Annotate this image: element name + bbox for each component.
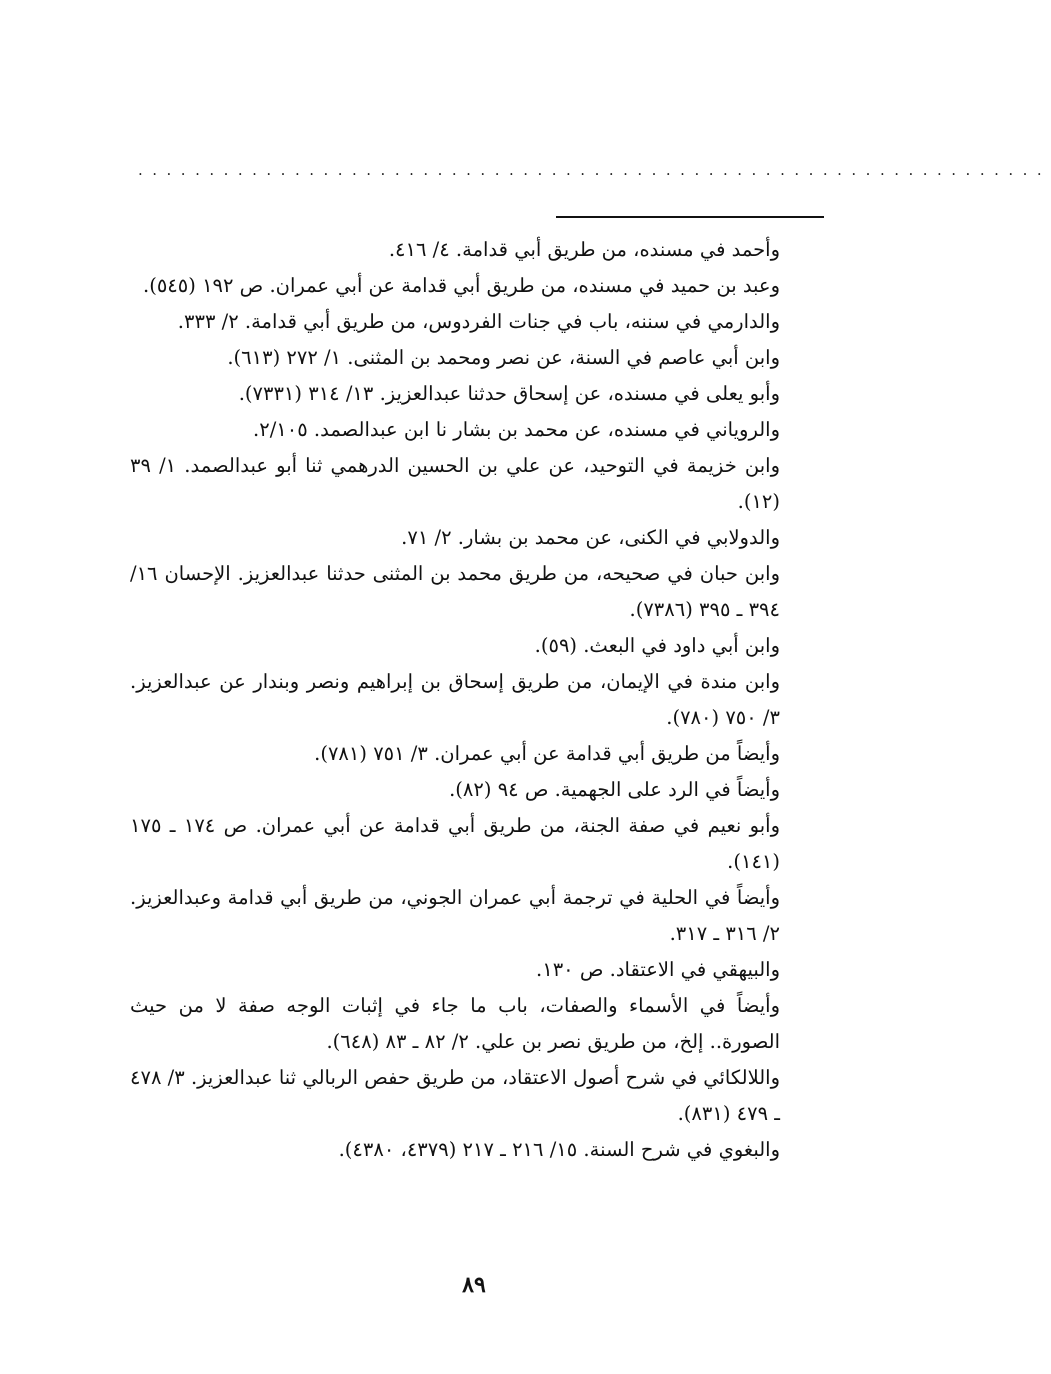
footnotes (130, 232, 780, 1168)
footnote-darimi: والدارمي في سننه، باب في جنات الفردوس، من طريق أبي قدامة. ٢/ ٣٣٣. (177, 310, 780, 333)
footnote-bayhaqi: والبيهقي في الاعتقاد. ص ١٣٠. (536, 958, 780, 981)
footnote-ibn-manda: وابن مندة في الإيمان، من طريق إسحاق بن إبراهيم ونصر وبندار عن عبدالعزيز. ٣/ ٧٥٠ (٧٨٠). (130, 670, 780, 729)
footnote-ibn-hibban: وابن حبان في صحيحه، من طريق محمد بن المثنى حدثنا عبدالعزيز. الإحسان ١٦/ ٣٩٤ ـ ٣٩٥ (٧٣٨٦). (130, 562, 780, 621)
footnote-ibn-abi-asim: وابن أبي عاصم في السنة، عن نصر ومحمد بن المثنى. ١/ ٢٧٢ (٦١٣). (227, 346, 780, 369)
dotted-separator: ................................................................ (138, 161, 1051, 179)
footnote-ibn-manda-2: وأيضاً من طريق أبي قدامة عن أبي عمران. ٣/ ٧٥١ (٧٨١). (314, 742, 780, 765)
footnote-ibn-abi-dawud: وابن أبي داود في البعث. (٥٩). (534, 634, 780, 657)
footnote-ibn-manda-jahmiyya: وأيضاً في الرد على الجهمية. ص ٩٤ (٨٢). (449, 778, 780, 801)
footnote-abu-yala: وأبو يعلى في مسنده، عن إسحاق حدثنا عبدالعزيز. ١٣/ ٣١٤ (٧٣٣١). (238, 382, 780, 405)
footnote-ruyani: والروياني في مسنده، عن محمد بن بشار نا ابن عبدالصمد. ٢/١٠٥. (253, 418, 780, 441)
footnote-ahmad: وأحمد في مسنده، من طريق أبي قدامة. ٤/ ٤١٦. (388, 238, 780, 261)
footnote-baghawi: والبغوي في شرح السنة. ١٥/ ٢١٦ ـ ٢١٧ (٤٣٧٩، ٤٣٨٠). (338, 1138, 780, 1161)
footnote-abd-bin-humaid: وعبد بن حميد في مسنده، من طريق أبي قدامة عن أبي عمران. ص ١٩٢ (٥٤٥). (143, 274, 780, 297)
footnote-lalakai: واللالكائي في شرح أصول الاعتقاد، من طريق حفص الربالي ثنا عبدالعزيز. ٣/ ٤٧٨ ـ ٤٧٩ (٨٣١). (130, 1066, 780, 1125)
page-number: ٨٩ (462, 1272, 486, 1298)
footnote-ibn-khuzaima: وابن خزيمة في التوحيد، عن علي بن الحسين الدرهمي ثنا أبو عبدالصمد. ١/ ٣٩ (١٢). (130, 454, 780, 513)
footnote-rule (556, 216, 824, 218)
footnote-dulabi: والدولابي في الكنى، عن محمد بن بشار. ٢/ ٧١. (401, 526, 780, 549)
footnote-abu-nuaym-hilya: وأيضاً في الحلية في ترجمة أبي عمران الجوني، من طريق أبي قدامة وعبدالعزيز. ٢/ ٣١٦ ـ ٣١٧. (130, 886, 780, 945)
footnote-bayhaqi-asma: وأيضاً في الأسماء والصفات، باب ما جاء في إثبات الوجه صفة لا من حيث الصورة.. إلخ، من طريق نصر بن علي. ٢/ ٨٢ ـ ٨٣ (٦٤٨). (130, 994, 780, 1053)
footnote-abu-nuaym: وأبو نعيم في صفة الجنة، من طريق أبي قدامة عن أبي عمران. ص ١٧٤ ـ ١٧٥ (١٤١). (130, 814, 780, 873)
